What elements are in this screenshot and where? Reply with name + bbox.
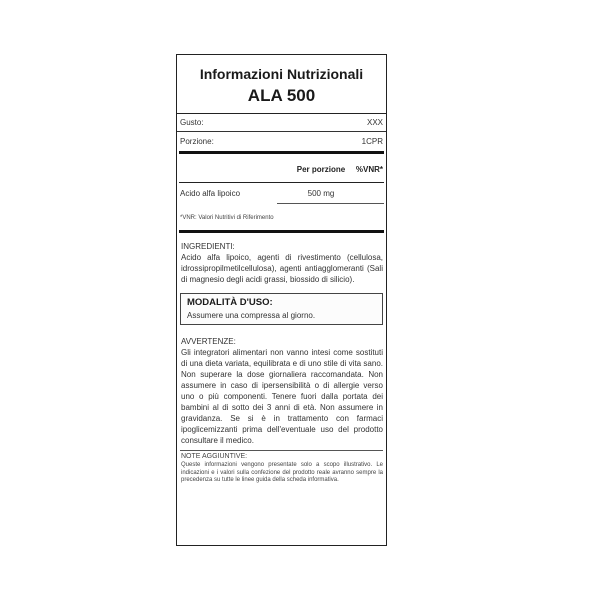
ingredients-text: Acido alfa lipoico, agenti di rivestimento (cellulosa, idrossipropilmetilcellulosa), agenti antiagglomeranti (Sali di magnesio degli acidi grassi, biossido di silicio). — [181, 253, 383, 284]
serving-label: Porzione: — [180, 136, 214, 146]
ingredients-title: INGREDIENTI: — [181, 242, 235, 251]
nutrient-row — [177, 183, 386, 203]
flavor-row — [177, 114, 386, 132]
label-header — [177, 55, 386, 114]
nutrient-value: 500 mg — [307, 188, 335, 198]
nutrient-name: Acido alfa lipoico — [180, 188, 241, 198]
table-header — [177, 154, 386, 179]
label-title: Informazioni Nutrizionali — [199, 66, 364, 82]
vnr-footnote: *VNR: Valori Nutritivi di Riferimento — [180, 215, 274, 221]
serving-value: 1CPR — [361, 136, 383, 146]
warnings-text: Gli integratori alimentari non vanno intesi come sostituti di una dieta variata, equilibrata e di uno stile di vita sano. Non superare la dose giornaliera raccomandata. Non assumere in caso di ipersensibilità o di allergie verso uno o più componenti. Tenere fuori dalla portata dei bambini al di sotto dei 3 anni di età. Non assumere in gravidanza. Se si è in trattamento con farmaci ipoglicemizzanti prima dell'eventuale uso del prodotto consultare il medico. — [181, 348, 383, 445]
warnings-section — [177, 325, 386, 446]
notes-text: Queste informazioni vengono presentate solo a scopo illustrativo. Le indicazioni e i valori sulla confezione del prodotto reale avranno sempre la precedenza su tutte le linee guida della scheda informativa. — [181, 462, 383, 484]
warnings-title: AVVERTENZE: — [181, 337, 236, 346]
usage-box — [180, 293, 383, 325]
product-name: ALA 500 — [247, 86, 316, 105]
flavor-label: Gusto: — [180, 118, 204, 127]
nutrition-label — [176, 54, 387, 546]
ingredients-section — [177, 233, 386, 285]
notes-title: NOTE AGGIUNTIVE: — [181, 453, 248, 460]
col-vnr: %VNR* — [355, 165, 383, 174]
usage-text: Assumere una compressa al giorno. — [187, 311, 316, 320]
notes-section — [177, 451, 386, 485]
usage-title: MODALITÀ D'USO: — [187, 297, 273, 308]
serving-row — [177, 132, 386, 150]
flavor-value: XXX — [366, 118, 383, 127]
col-per-serving: Per porzione — [296, 165, 346, 174]
